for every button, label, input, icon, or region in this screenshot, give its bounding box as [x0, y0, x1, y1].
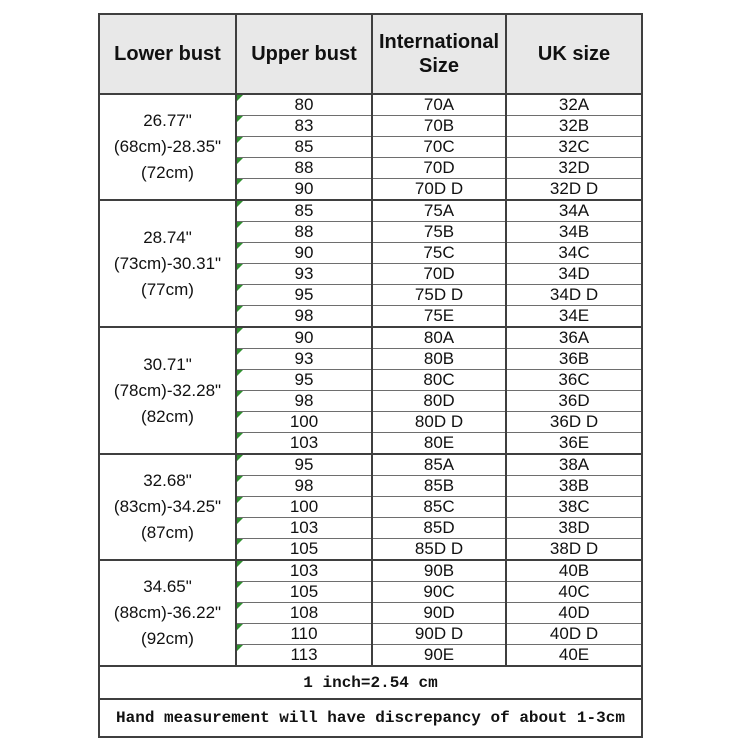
green-corner-marker-icon — [237, 433, 243, 439]
green-corner-marker-icon — [237, 645, 243, 651]
uk-size-cell: 40D — [506, 603, 642, 624]
upper-bust-value: 100 — [289, 412, 319, 431]
green-corner-marker-icon — [237, 116, 243, 122]
international-size-cell: 80D — [372, 391, 506, 412]
international-size-cell: 75E — [372, 306, 506, 328]
conversion-note: 1 inch=2.54 cm — [99, 666, 642, 699]
upper-bust-value: 98 — [294, 306, 314, 325]
international-size-cell: 90D D — [372, 624, 506, 645]
upper-bust-value: 103 — [289, 433, 319, 452]
green-corner-marker-icon — [237, 518, 243, 524]
green-corner-marker-icon — [237, 539, 243, 545]
international-size-cell: 70D — [372, 158, 506, 179]
uk-size-cell: 32C — [506, 137, 642, 158]
uk-size-cell: 38D D — [506, 539, 642, 561]
green-corner-marker-icon — [237, 391, 243, 397]
uk-size-cell: 32D D — [506, 179, 642, 201]
green-corner-marker-icon — [237, 328, 243, 334]
upper-bust-value: 110 — [290, 624, 318, 643]
table-row — [99, 327, 642, 349]
uk-size-cell: 40E — [506, 645, 642, 667]
size-table-body — [99, 94, 642, 666]
international-size-cell: 80B — [372, 349, 506, 370]
international-size-cell: 90C — [372, 582, 506, 603]
international-size-cell: 80C — [372, 370, 506, 391]
lower-bust-range-cell: 30.71"(78cm)-32.28"(82cm) — [99, 327, 236, 454]
header-row — [99, 14, 642, 94]
upper-bust-cell — [236, 158, 372, 179]
green-corner-marker-icon — [237, 201, 243, 207]
upper-bust-cell — [236, 518, 372, 539]
upper-bust-cell — [236, 285, 372, 306]
uk-size-cell: 40B — [506, 560, 642, 582]
upper-bust-cell — [236, 264, 372, 285]
international-size-cell: 80E — [372, 433, 506, 455]
green-corner-marker-icon — [237, 264, 243, 270]
green-corner-marker-icon — [237, 349, 243, 355]
uk-size-cell: 34B — [506, 222, 642, 243]
uk-size-cell: 36B — [506, 349, 642, 370]
green-corner-marker-icon — [237, 603, 243, 609]
upper-bust-value: 95 — [294, 455, 314, 474]
uk-size-cell: 32A — [506, 94, 642, 116]
upper-bust-value: 85 — [294, 201, 314, 220]
international-size-cell: 75D D — [372, 285, 506, 306]
upper-bust-cell — [236, 560, 372, 582]
uk-size-cell: 34A — [506, 200, 642, 222]
uk-size-cell: 38D — [506, 518, 642, 539]
green-corner-marker-icon — [237, 624, 243, 630]
upper-bust-cell — [236, 391, 372, 412]
upper-bust-cell — [236, 327, 372, 349]
international-size-cell: 75B — [372, 222, 506, 243]
upper-bust-cell — [236, 200, 372, 222]
upper-bust-cell — [236, 243, 372, 264]
uk-size-cell: 36E — [506, 433, 642, 455]
upper-bust-cell — [236, 370, 372, 391]
uk-size-cell: 32D — [506, 158, 642, 179]
uk-size-cell: 36C — [506, 370, 642, 391]
international-size-cell: 80A — [372, 327, 506, 349]
uk-size-cell: 38C — [506, 497, 642, 518]
international-size-cell: 75A — [372, 200, 506, 222]
upper-bust-value: 108 — [289, 603, 319, 622]
upper-bust-value: 105 — [289, 582, 319, 601]
lower-bust-range-cell: 32.68"(83cm)-34.25"(87cm) — [99, 454, 236, 560]
green-corner-marker-icon — [237, 222, 243, 228]
upper-bust-value: 93 — [294, 349, 314, 368]
upper-bust-cell — [236, 454, 372, 476]
upper-bust-value: 93 — [294, 264, 314, 283]
uk-size-cell: 36D D — [506, 412, 642, 433]
upper-bust-value: 90 — [294, 328, 314, 347]
international-size-cell: 85D D — [372, 539, 506, 561]
upper-bust-cell — [236, 179, 372, 201]
international-size-cell: 90E — [372, 645, 506, 667]
uk-size-cell: 36D — [506, 391, 642, 412]
table-row — [99, 560, 642, 582]
green-corner-marker-icon — [237, 137, 243, 143]
upper-bust-cell — [236, 603, 372, 624]
upper-bust-cell — [236, 306, 372, 328]
uk-size-cell: 40D D — [506, 624, 642, 645]
international-size-cell: 90B — [372, 560, 506, 582]
upper-bust-value: 113 — [290, 645, 318, 664]
upper-bust-value: 90 — [294, 179, 314, 198]
size-chart-table — [98, 13, 643, 738]
green-corner-marker-icon — [237, 455, 243, 461]
green-corner-marker-icon — [237, 179, 243, 185]
uk-size-cell: 34C — [506, 243, 642, 264]
international-size-cell: 85A — [372, 454, 506, 476]
upper-bust-value: 80 — [294, 95, 314, 114]
green-corner-marker-icon — [237, 561, 243, 567]
green-corner-marker-icon — [237, 306, 243, 312]
upper-bust-cell — [236, 645, 372, 667]
upper-bust-cell — [236, 94, 372, 116]
uk-size-cell: 36A — [506, 327, 642, 349]
upper-bust-value: 105 — [289, 539, 319, 558]
green-corner-marker-icon — [237, 582, 243, 588]
uk-size-cell: 34D D — [506, 285, 642, 306]
international-size-cell: 90D — [372, 603, 506, 624]
upper-bust-value: 98 — [294, 391, 314, 410]
upper-bust-cell — [236, 116, 372, 137]
uk-size-cell: 34E — [506, 306, 642, 328]
upper-bust-cell — [236, 497, 372, 518]
uk-size-cell: 38B — [506, 476, 642, 497]
upper-bust-cell — [236, 582, 372, 603]
col-header-lower-bust: Lower bust — [99, 14, 236, 94]
international-size-cell: 85B — [372, 476, 506, 497]
international-size-cell: 85C — [372, 497, 506, 518]
measurement-note-row — [99, 699, 642, 737]
measurement-note: Hand measurement will have discrepancy of about 1-3cm — [99, 699, 642, 737]
upper-bust-cell — [236, 476, 372, 497]
upper-bust-value: 100 — [289, 497, 319, 516]
upper-bust-cell — [236, 349, 372, 370]
upper-bust-value: 103 — [289, 561, 319, 580]
green-corner-marker-icon — [237, 370, 243, 376]
international-size-cell: 70D D — [372, 179, 506, 201]
international-size-cell: 80D D — [372, 412, 506, 433]
green-corner-marker-icon — [237, 243, 243, 249]
upper-bust-value: 88 — [294, 158, 314, 177]
table-row — [99, 454, 642, 476]
upper-bust-cell — [236, 539, 372, 561]
lower-bust-range-cell: 34.65"(88cm)-36.22"(92cm) — [99, 560, 236, 666]
upper-bust-value: 95 — [294, 370, 314, 389]
international-size-cell: 70C — [372, 137, 506, 158]
green-corner-marker-icon — [237, 476, 243, 482]
uk-size-cell: 40C — [506, 582, 642, 603]
uk-size-cell: 32B — [506, 116, 642, 137]
green-corner-marker-icon — [237, 95, 243, 101]
lower-bust-range-cell: 26.77"(68cm)-28.35"(72cm) — [99, 94, 236, 200]
lower-bust-range-cell: 28.74"(73cm)-30.31"(77cm) — [99, 200, 236, 327]
green-corner-marker-icon — [237, 412, 243, 418]
green-corner-marker-icon — [237, 158, 243, 164]
upper-bust-value: 88 — [294, 222, 314, 241]
green-corner-marker-icon — [237, 285, 243, 291]
upper-bust-value: 90 — [294, 243, 314, 262]
col-header-upper-bust: Upper bust — [236, 14, 372, 94]
upper-bust-value: 95 — [294, 285, 314, 304]
green-corner-marker-icon — [237, 497, 243, 503]
conversion-row — [99, 666, 642, 699]
upper-bust-value: 98 — [294, 476, 314, 495]
uk-size-cell: 34D — [506, 264, 642, 285]
col-header-international-size: International Size — [372, 14, 506, 94]
table-row — [99, 94, 642, 116]
upper-bust-cell — [236, 433, 372, 455]
uk-size-cell: 38A — [506, 454, 642, 476]
table-row — [99, 200, 642, 222]
upper-bust-cell — [236, 137, 372, 158]
upper-bust-cell — [236, 412, 372, 433]
upper-bust-cell — [236, 624, 372, 645]
upper-bust-value: 85 — [294, 137, 314, 156]
international-size-cell: 70D — [372, 264, 506, 285]
international-size-cell: 75C — [372, 243, 506, 264]
international-size-cell: 85D — [372, 518, 506, 539]
upper-bust-cell — [236, 222, 372, 243]
col-header-uk-size: UK size — [506, 14, 642, 94]
upper-bust-value: 103 — [289, 518, 319, 537]
upper-bust-value: 83 — [294, 116, 314, 135]
international-size-cell: 70A — [372, 94, 506, 116]
international-size-cell: 70B — [372, 116, 506, 137]
